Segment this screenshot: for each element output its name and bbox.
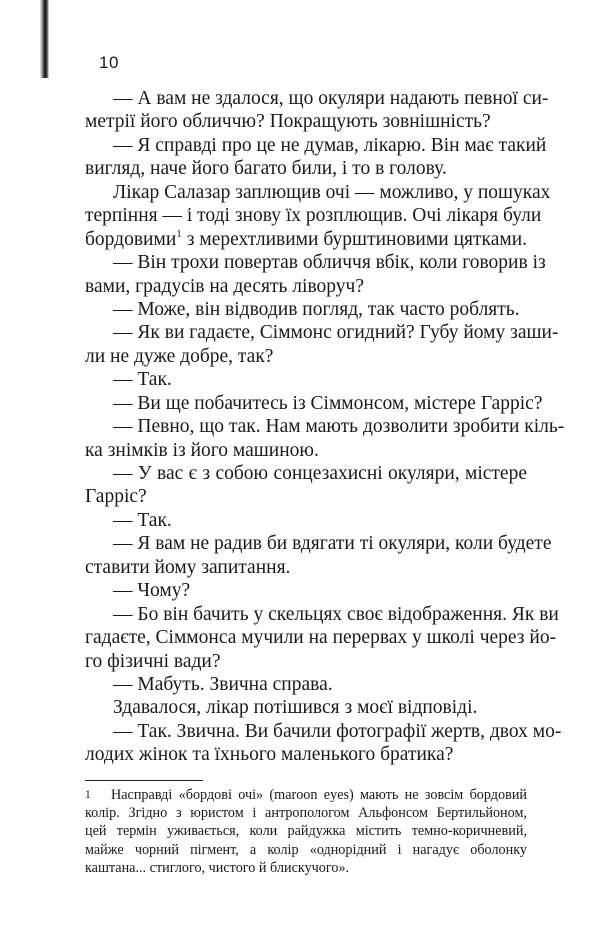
text-line: вигляд, наче його багато били, і то в голову. (85, 158, 447, 180)
text-fragment: бордовими (85, 228, 177, 250)
text-line: — Мабуть. Звична справа. (113, 673, 333, 695)
text-line: ли не дуже добре, так? (85, 345, 274, 367)
footnote-line: майже чорний пігмент, а колір «однорідний і нагадує оболонку (85, 841, 527, 858)
text-line: — Так. (113, 369, 172, 391)
text-line: лодих жінок та їхнього маленького братика? (85, 744, 454, 766)
text-line: — У вас є з собою сонцезахисні окуляри, містере (113, 463, 527, 484)
page-number: 10 (99, 53, 119, 72)
text-line: — Я справді про це не думав, лікарю. Він має такий (113, 134, 547, 156)
text-line: — Так. Звична. Ви бачили фотографії жертв, двох мо- (113, 720, 562, 742)
footnote-line: колір. Згідно з юристом і антропологом Альфонсом Бертильйоном, (85, 805, 527, 822)
text-line: — Як ви гадаєте, Сіммонс огидний? Губу йому заши- (113, 322, 559, 344)
text-line: ка знімків із його машиною. (85, 439, 319, 461)
text-line: ставити йому запитання. (85, 556, 291, 578)
text-line: го фізичні вади? (85, 650, 221, 672)
text-line: — Так. (113, 509, 172, 531)
body-text (85, 87, 565, 767)
text-line: — Він трохи повертав обличчя вбік, коли говорив із (113, 252, 546, 274)
text-line: — Чому? (113, 580, 191, 602)
footnote-marker: 1 (85, 789, 91, 801)
text-line: Здавалося, лікар потішився з моєї відповіді. (113, 697, 478, 719)
footnote-line: цей термін уживається, коли райдужка містить темно-коричневий, (85, 823, 527, 840)
footnote-line: Насправді «бордові очі» (maroon eyes) мають не зовсім бордовий (111, 787, 527, 803)
footnote (85, 786, 527, 877)
text-line: метрії його обличчю? Покращують зовнішність? (85, 111, 491, 133)
text-line-with-footnote (85, 228, 527, 251)
text-line: терпіння — і тоді знову їх розплющив. Очі лікаря були (85, 205, 542, 227)
footnote-line: каштана... стиглого, чистого й блискучого». (85, 859, 350, 876)
text-line: Лікар Салазар заплющив очі — можливо, у пошуках (113, 181, 551, 203)
text-line: — Може, він відводив погляд, так часто роблять. (113, 298, 520, 320)
text-line: Гарріс? (85, 486, 147, 508)
text-fragment: з мерехтливими бурштиновими цятками. (186, 228, 528, 250)
text-line: — Я вам не радив би вдягати ті окуляри, коли будете (113, 533, 552, 555)
text-line: гадаєте, Сіммонса мучили на перервах у школі через йо- (85, 627, 557, 649)
text-line: вами, градусів на десять ліворуч? (85, 275, 364, 297)
text-line: — А вам не здалося, що окуляри надають певної си- (113, 88, 549, 109)
text-line: — Ви ще побачитесь із Сіммонсом, містере Гарріс? (113, 392, 543, 414)
text-line: — Бо він бачить у скельцях своє відображення. Як ви (113, 603, 559, 625)
text-line: — Певно, що так. Нам мають дозволити зробити кіль- (113, 416, 565, 438)
footnote-reference[interactable]: 1 (176, 227, 182, 240)
footnote-separator (85, 780, 203, 781)
spine-shadow (40, 0, 49, 78)
